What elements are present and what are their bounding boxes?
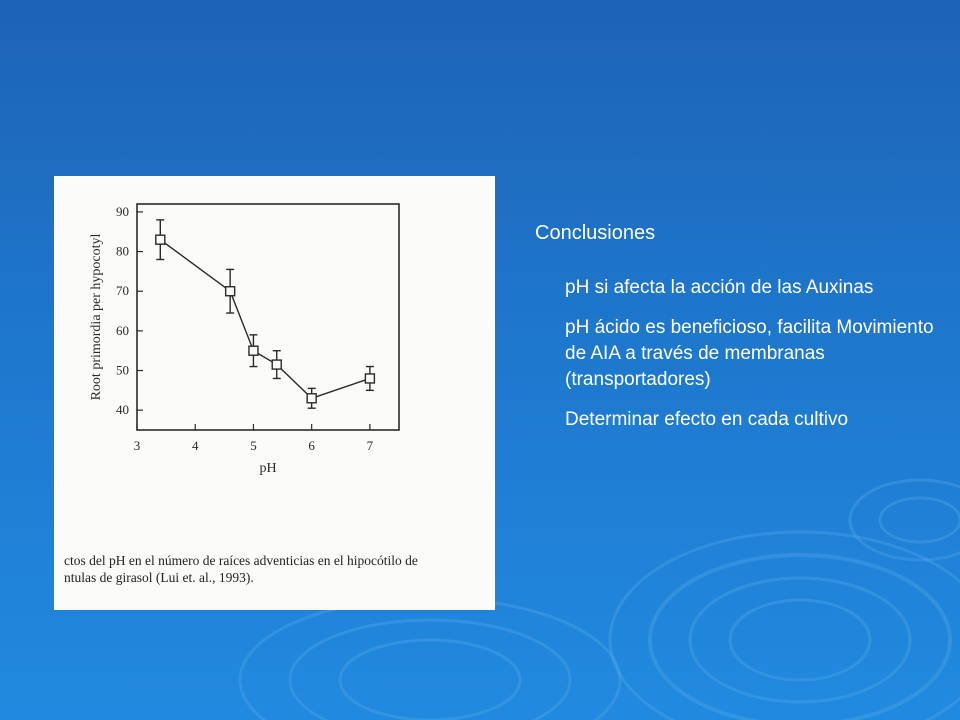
y-tick-label: 80 — [116, 243, 129, 259]
bullet-1: pH si afecta la acción de las Auxinas — [565, 277, 874, 298]
slide-heading: Conclusiones — [535, 222, 656, 244]
y-tick-label: 50 — [116, 362, 129, 378]
bullet-3: Determinar efecto en cada cultivo — [565, 409, 849, 430]
y-tick-label: 40 — [116, 402, 129, 418]
x-tick-label: 6 — [308, 438, 315, 453]
x-tick-label: 4 — [191, 438, 199, 453]
ph-chart — [54, 176, 495, 546]
caption-line-2: ntulas de girasol (Lui et. al., 1993). — [64, 570, 254, 585]
y-tick-label: 60 — [116, 322, 129, 338]
data-point — [365, 374, 374, 383]
figure-caption — [64, 552, 492, 586]
caption-line-1: ctos del pH en el número de raíces adventicias en el hipocótilo de — [64, 553, 418, 568]
data-point — [156, 235, 165, 244]
data-point — [249, 346, 258, 355]
bullet-2: pH ácido es beneficioso, facilita Movimiento de AIA a través de membranas (transportadores) — [565, 317, 934, 390]
y-tick-label: 70 — [116, 283, 129, 299]
plot-frame — [137, 204, 399, 430]
data-point — [226, 287, 235, 296]
x-tick-label: 5 — [250, 438, 257, 453]
y-axis-label: Root primordia per hypocotyl — [89, 233, 104, 401]
x-tick-label: 3 — [133, 438, 141, 453]
data-point — [272, 360, 281, 369]
y-tick-label: 90 — [116, 203, 129, 219]
series-line — [160, 240, 370, 399]
data-point — [307, 394, 316, 403]
x-tick-label: 7 — [366, 438, 374, 453]
conclusions-panel — [535, 222, 945, 447]
scanned-figure — [54, 176, 495, 610]
x-axis-label: pH — [259, 461, 277, 476]
